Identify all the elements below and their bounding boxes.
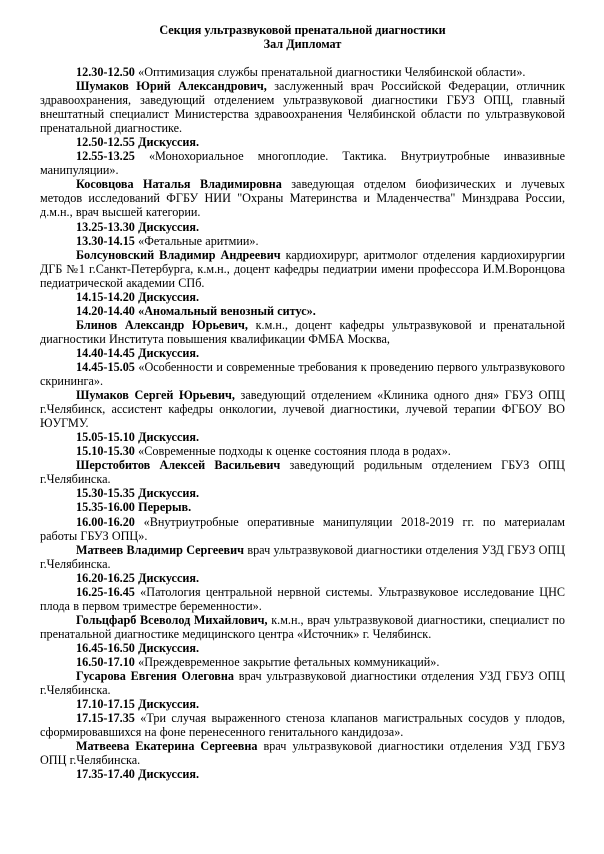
program-paragraph (40, 613, 565, 641)
program-paragraph (40, 346, 565, 360)
paragraph-regular-text: заведующий отделением «Клиника одного дня» ГБУЗ ОПЦ г.Челябинск, ассистент кафедры онкологии, лучевой диагностики, лучевой терапии ФГБОУ ВО ЮУГМУ. (40, 388, 565, 431)
paragraph-bold-text: Гусарова Евгения Олеговна (76, 669, 234, 684)
program-paragraph (40, 318, 565, 346)
paragraph-regular-text: к.м.н., доцент кафедры ультразвуковой и пренатальной диагностики Института повышения квалификации ФМБА Москва, (40, 317, 565, 346)
paragraph-regular-text: «Патология центральной нервной системы. Ультразвуковое исследование ЦНС плода в первом триместре беременности». (40, 584, 565, 613)
paragraph-bold-text: Матвеев Владимир Сергеевич (76, 542, 245, 557)
paragraph-bold-text: 15.10-15.30 (76, 444, 135, 459)
paragraph-bold-text: 17.35-17.40 Дискуссия. (76, 767, 200, 782)
program-paragraph (40, 388, 565, 430)
program-paragraph (40, 500, 565, 514)
paragraph-regular-text: заведующая отделом биофизических и лучевых методов исследований ФГБУ НИИ "Охраны Материнства и Младенчества" Минздрава России, д.м.н., врач высшей категории. (40, 177, 565, 220)
paragraph-bold-text: Шерстобитов Алексей Васильевич (76, 458, 281, 473)
paragraph-bold-text: 15.05-15.10 Дискуссия. (76, 430, 200, 445)
program-list (40, 65, 565, 781)
paragraph-bold-text: 15.35-16.00 Перерыв. (76, 500, 192, 515)
paragraph-bold-text: 16.45-16.50 Дискуссия. (76, 640, 200, 655)
paragraph-regular-text: «Монохориальное многоплодие. Тактика. Внутриутробные инвазивные манипуляции». (40, 149, 565, 178)
program-paragraph (40, 65, 565, 79)
paragraph-regular-text: кардиохирург, аритмолог отделения кардиохирургии ДГБ №1 г.Санкт-Петербурга, к.м.н., доцент кафедры педиатрии имени профессора И.М.Воронцова педиатрической академии СПб. (40, 247, 565, 290)
paragraph-bold-text: 14.15-14.20 Дискуссия. (76, 289, 200, 304)
paragraph-regular-text: «Оптимизация службы пренатальной диагностики Челябинской области». (134, 65, 526, 79)
program-paragraph (40, 486, 565, 500)
paragraph-bold-text: 14.40-14.45 Дискуссия. (76, 345, 200, 360)
paragraph-regular-text: заслуженный врач Российской Федерации, отличник здравоохранения, заведующий отделением ультразвуковой диагностики ГБУЗ ОПЦ, главный внештатный специалист Министерства здравоохранения Челябинской области по ультразвуковой пренатальной диагностике. (40, 79, 565, 136)
program-paragraph (40, 79, 565, 135)
paragraph-bold-text: 14.45-15.05 (76, 359, 135, 374)
paragraph-regular-text: «Современные подходы к оценке состояния плода в родах». (134, 444, 451, 459)
program-paragraph (40, 515, 565, 543)
program-paragraph (40, 571, 565, 585)
paragraph-regular-text: «Особенности и современные требования к проведению первого ультразвукового скрининга». (40, 359, 565, 389)
paragraph-bold-text: 14.20-14.40 «Аномальный венозный ситус». (76, 303, 316, 318)
program-paragraph (40, 149, 565, 177)
program-paragraph (40, 669, 565, 697)
program-paragraph (40, 444, 565, 458)
paragraph-bold-text: 17.15-17.35 (76, 711, 135, 726)
paragraph-bold-text: Матвеева Екатерина Сергеевна (76, 739, 258, 754)
paragraph-bold-text: 12.55-13.25 (76, 149, 135, 164)
paragraph-bold-text: 16.50-17.10 (76, 654, 135, 669)
program-paragraph (40, 248, 565, 290)
paragraph-bold-text: 16.25-16.45 (76, 584, 135, 599)
paragraph-bold-text: Болсуновский Владимир Андреевич (76, 247, 281, 262)
program-paragraph (40, 290, 565, 304)
program-paragraph (40, 767, 565, 781)
document-subtitle: Зал Дипломат (263, 37, 342, 51)
document-title: Секция ультразвуковой пренатальной диагностики (159, 23, 446, 37)
paragraph-bold-text: 16.20-16.25 Дискуссия. (76, 570, 200, 585)
program-paragraph (40, 739, 565, 767)
paragraph-bold-text: Шумаков Сергей Юрьевич, (76, 388, 235, 403)
program-paragraph (40, 234, 565, 248)
paragraph-regular-text: врач ультразвуковой диагностики отделения УЗД ГБУЗ ОПЦ г.Челябинска. (40, 739, 565, 768)
paragraph-regular-text: к.м.н., врач ультразвуковой диагностики, специалист по пренатальной диагностике медицинского центра «Источник» г. Челябинск. (40, 612, 565, 641)
paragraph-bold-text: 12.50-12.55 Дискуссия. (76, 135, 200, 150)
program-paragraph (40, 543, 565, 571)
program-paragraph (40, 697, 565, 711)
paragraph-bold-text: 12.30-12.50 (76, 65, 135, 79)
paragraph-regular-text: заведующий родильным отделением ГБУЗ ОПЦ г.Челябинска. (40, 458, 565, 487)
paragraph-bold-text: Шумаков Юрий Александрович, (76, 79, 267, 94)
program-paragraph (40, 641, 565, 655)
program-paragraph (40, 430, 565, 444)
paragraph-regular-text: «Внутриутробные оперативные манипуляции 2018-2019 гг. по материалам работы ГБУЗ ОПЦ». (40, 514, 565, 543)
program-paragraph (40, 177, 565, 219)
paragraph-bold-text: Блинов Александр Юрьевич, (76, 317, 248, 332)
paragraph-bold-text: 15.30-15.35 Дискуссия. (76, 486, 200, 501)
paragraph-bold-text: 16.00-16.20 (76, 514, 135, 529)
paragraph-regular-text: «Преждевременное закрытие фетальных коммуникаций». (134, 654, 440, 669)
paragraph-regular-text: врач ультразвуковой диагностики отделения УЗД ГБУЗ ОПЦ г.Челябинска. (40, 542, 565, 571)
program-paragraph (40, 711, 565, 739)
paragraph-bold-text: Гольцфарб Всеволод Михайлович, (76, 612, 268, 627)
paragraph-regular-text: «Фетальные аритмии». (134, 233, 259, 248)
program-paragraph (40, 360, 565, 388)
paragraph-regular-text: врач ультразвуковой диагностики отделения УЗД ГБУЗ ОПЦ г.Челябинска. (40, 669, 565, 698)
paragraph-bold-text: 13.25-13.30 Дискуссия. (76, 219, 200, 234)
paragraph-regular-text: «Три случая выраженного стеноза клапанов магистральных сосудов у плодов, сформировавшихся на фоне перенесенного генитального кандидоза». (40, 711, 565, 740)
program-paragraph (40, 135, 565, 149)
paragraph-bold-text: 13.30-14.15 (76, 233, 135, 248)
program-paragraph (40, 304, 565, 318)
paragraph-bold-text: 17.10-17.15 Дискуссия. (76, 697, 200, 712)
program-paragraph (40, 585, 565, 613)
program-paragraph (40, 458, 565, 486)
title-gap (40, 51, 565, 65)
program-paragraph (40, 220, 565, 234)
program-paragraph (40, 655, 565, 669)
paragraph-bold-text: Косовцова Наталья Владимировна (76, 177, 282, 192)
